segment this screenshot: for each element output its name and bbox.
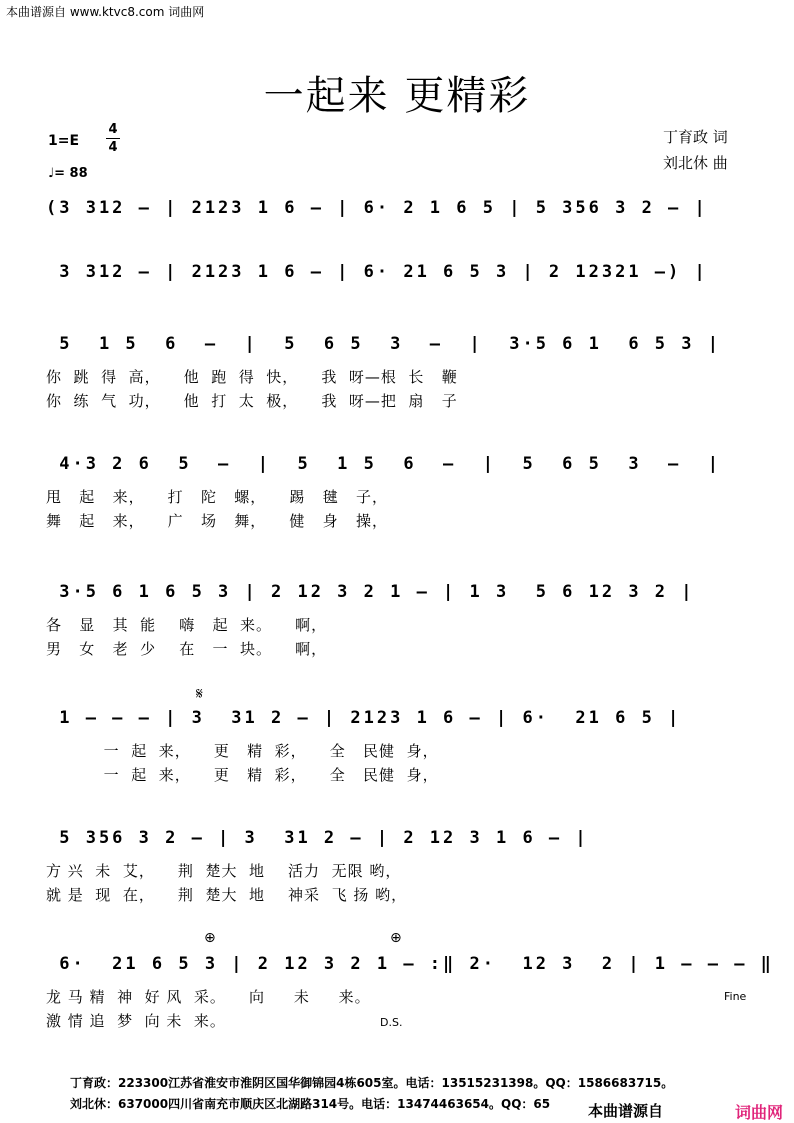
composer-credit: 刘北休 曲 — [663, 154, 728, 172]
lyric-verse-1: 一 起 来， 更 精 彩， 全 民健 身， — [46, 742, 439, 760]
contact-composer: 刘北休：637000四川省南充市顺庆区北湖路314号。电话：13474463654。QQ：65 — [70, 1097, 551, 1111]
ds-mark: D.S. — [380, 1016, 403, 1029]
notation-line: 4·3 2 6 5 – | 5 1 5 6 – | 5 6 5 3 – | — [46, 454, 721, 474]
lyricist-credit: 丁育政 词 — [663, 128, 728, 146]
lyric-verse-2: 一 起 来， 更 精 彩， 全 民健 身， — [46, 766, 439, 784]
watermark-logo: 词曲网 — [735, 1103, 784, 1122]
watermark-left: 本曲谱源自 — [588, 1102, 664, 1120]
key-signature: 1=E — [48, 133, 80, 149]
lyric-verse-1: 龙 马 精 神 好 风 采。 向 未 来。 — [46, 988, 371, 1006]
coda-mark: ⊕ — [204, 930, 216, 946]
notation-line: 5 356 3 2 – | 3 31 2 – | 2 12 3 1 6 – | — [46, 828, 589, 848]
lyric-verse-1: 你 跳 得 高， 他 跑 得 快， 我 呀—根 长 鞭 — [46, 368, 458, 386]
notation-line: (3 312 – | 2123 1 6 – | 6· 2 1 6 5 | 5 356 3 2 – | — [46, 198, 708, 218]
notation-line: 1 – – – | 3 31 2 – | 2123 1 6 – | 6· 21 6 5 | — [46, 708, 682, 728]
contact-lyricist: 丁育政：223300江苏省淮安市淮阴区国华御锦园4栋605室。电话：13515231398。QQ：1586683715。 — [70, 1076, 674, 1090]
lyric-verse-1: 方 兴 未 艾， 荆 楚大 地 活力 无限 哟， — [46, 862, 402, 880]
notation-line: 6· 21 6 5 3 | 2 12 3 2 1 – :‖ 2· 12 3 2 | 1 – – – ‖ — [46, 954, 774, 974]
lyric-verse-2: 激 情 追 梦 向 未 来。 — [46, 1012, 226, 1030]
time-signature-top: 4 — [108, 122, 118, 137]
fine-mark: Fine — [724, 990, 747, 1003]
notation-line: 3·5 6 1 6 5 3 | 2 12 3 2 1 – | 1 3 5 6 12 3 2 | — [46, 582, 695, 602]
notation-line: 5 1 5 6 – | 5 6 5 3 – | 3·5 6 1 6 5 3 | — [46, 334, 721, 354]
song-title: 一起来 更精彩 — [263, 73, 531, 119]
time-signature-line — [106, 138, 120, 139]
lyric-verse-1: 各 显 其 能 嗨 起 来。 啊， — [46, 616, 328, 634]
notation-line: 3 312 – | 2123 1 6 – | 6· 21 6 5 3 | 2 12321 –) | — [46, 262, 708, 282]
lyric-verse-2: 舞 起 来， 广 场 舞， 健 身 操， — [46, 512, 388, 530]
lyric-verse-2: 你 练 气 功， 他 打 太 极， 我 呀—把 扇 子 — [46, 392, 458, 410]
segno-mark: 𝄋 — [196, 684, 203, 703]
tempo-mark: ♩= 88 — [48, 166, 88, 181]
lyric-verse-2: 男 女 老 少 在 一 块。 啊， — [46, 640, 328, 658]
source-header: 本曲谱源自 www.ktvc8.com 词曲网 — [6, 5, 205, 19]
lyric-verse-1: 甩 起 来， 打 陀 螺， 踢 毽 子， — [46, 488, 388, 506]
time-signature-bottom: 4 — [108, 140, 118, 155]
lyric-verse-2: 就 是 现 在， 荆 楚大 地 神采 飞 扬 哟， — [46, 886, 408, 904]
coda-mark-2: ⊕ — [390, 930, 402, 946]
